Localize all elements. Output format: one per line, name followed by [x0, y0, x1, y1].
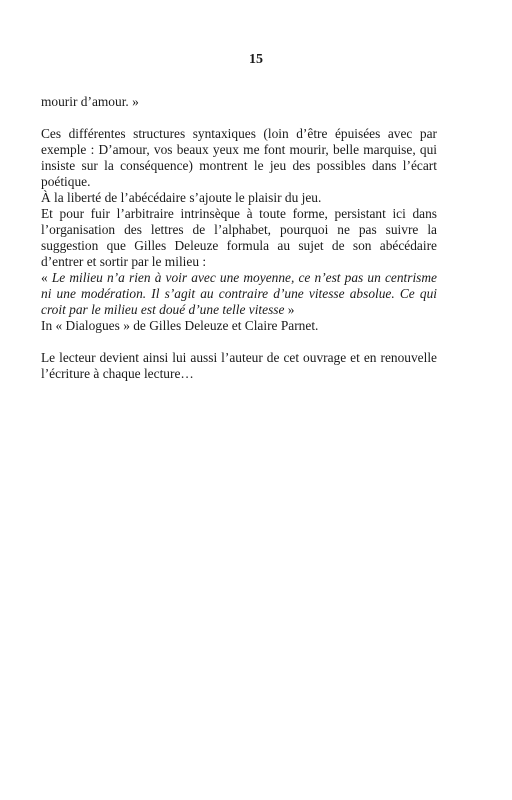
body-text	[41, 94, 437, 382]
paragraph-gap	[41, 110, 437, 126]
quote-open-mark: «	[41, 270, 52, 285]
quote-body: Le milieu n’a rien à voir avec une moyenne, ce n’est pas un centrisme ni une modération. Il s’agit au contraire d’une vitesse absolue. Ce qui croit par le milieu est doué d’une telle vitesse	[41, 270, 438, 317]
paragraph-structures: Ces différentes structures syntaxiques (loin d’être épuisées avec par exemple : D’amour, vos beaux yeux me font mourir, belle marquise, qui insiste sur la conséquence) montrent le jeu des possibles dans l’écart poétique.	[41, 126, 437, 189]
line-liberty: À la liberté de l’abécédaire s’ajoute le plaisir du jeu.	[41, 190, 322, 205]
page-number: 15	[249, 52, 263, 67]
quote-source: In « Dialogues » de Gilles Deleuze et Claire Parnet.	[41, 318, 319, 333]
opening-line: mourir d’amour. »	[41, 94, 139, 109]
paragraph-reader: Le lecteur devient ainsi lui aussi l’auteur de cet ouvrage et en renouvelle l’écriture à chaque lecture…	[41, 350, 437, 381]
quote-close-mark: »	[284, 302, 295, 317]
deleuze-quote	[41, 270, 437, 318]
paragraph-gap	[41, 334, 437, 350]
paragraph-arbitrary: Et pour fuir l’arbitraire intrinsèque à toute forme, persistant ici dans l’organisation des lettres de l’alphabet, pourquoi ne pas suivre la suggestion que Gilles Deleuze formula au sujet de son abécédaire d’entrer et sortir par le milieu :	[41, 206, 437, 269]
